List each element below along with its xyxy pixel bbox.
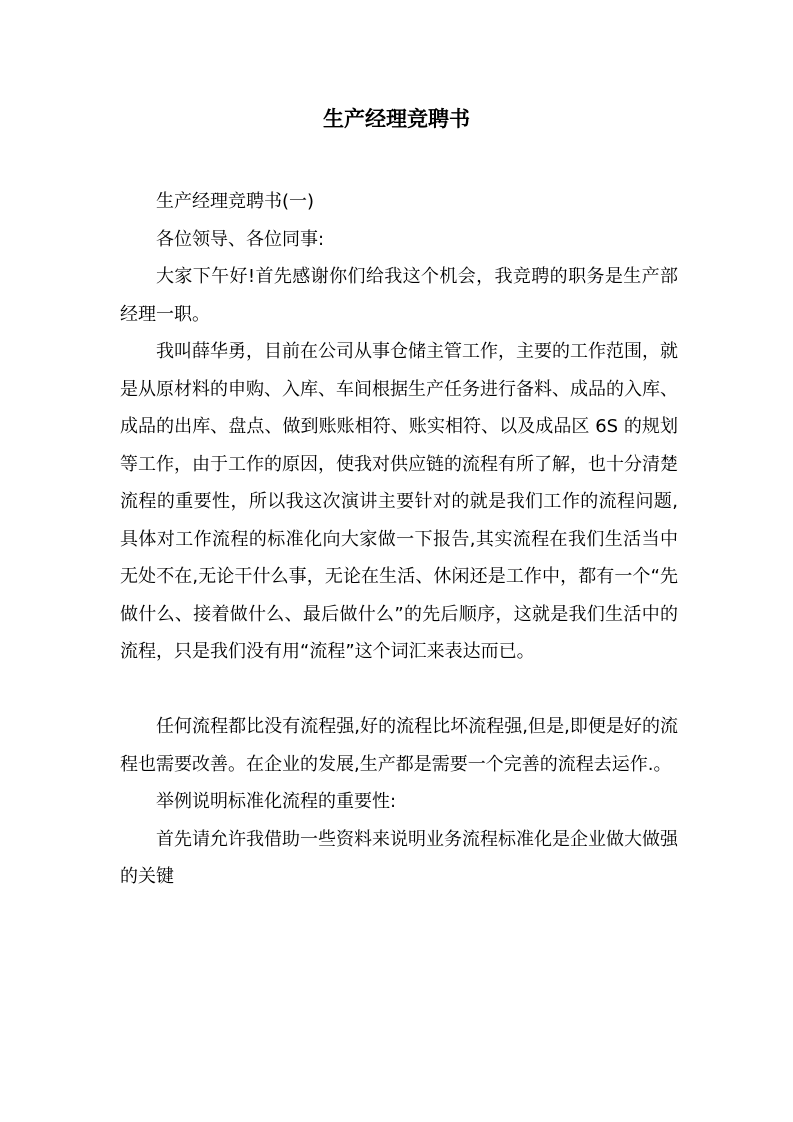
paragraph-introduction: 我叫薛华勇，目前在公司从事仓储主管工作，主要的工作范围，就是从原材料的申购、入库、车间根据生产任务进行备料、成品的入库、成品的出库、盘点、做到账账相符、账实相符、以及成品区 6S 的规划等工作，由于工作的原因，使我对供应链的流程有所了解，也十分清楚流程的重要性，所以我这次演讲主要针对的就是我们工作的流程问题,具体对工作流程的标准化向大家做一下报告,其实流程在我们生活当中无处不在,无论干什么事，无论在生活、休闲还是工作中，都有一个“先做什么、接着做什么、最后做什么”的先后顺序，这就是我们生活中的流程，只是我们没有用“流程”这个词汇来表达而已。 [120,341,678,662]
paragraph-example-heading: 举例说明标准化流程的重要性: [156,791,397,812]
paragraph-opening: 大家下午好!首先感谢你们给我这个机会，我竞聘的职务是生产部经理一职。 [120,266,678,325]
document-title: 生产经理竞聘书 [323,107,470,131]
document-body [120,183,678,896]
paragraph-greeting: 各位领导、各位同事: [156,228,325,250]
blank-line [120,671,678,709]
paragraph-standardization: 首先请允许我借助一些资料来说明业务流程标准化是企业做大做强的关键 [120,828,678,887]
paragraph-subtitle: 生产经理竞聘书(一) [156,191,315,212]
paragraph-process-improvement: 任何流程都比没有流程强,好的流程比坏流程强,但是,即便是好的流程也需要改善。在企业的发展,生产都是需要一个完善的流程去运作.。 [120,716,678,775]
